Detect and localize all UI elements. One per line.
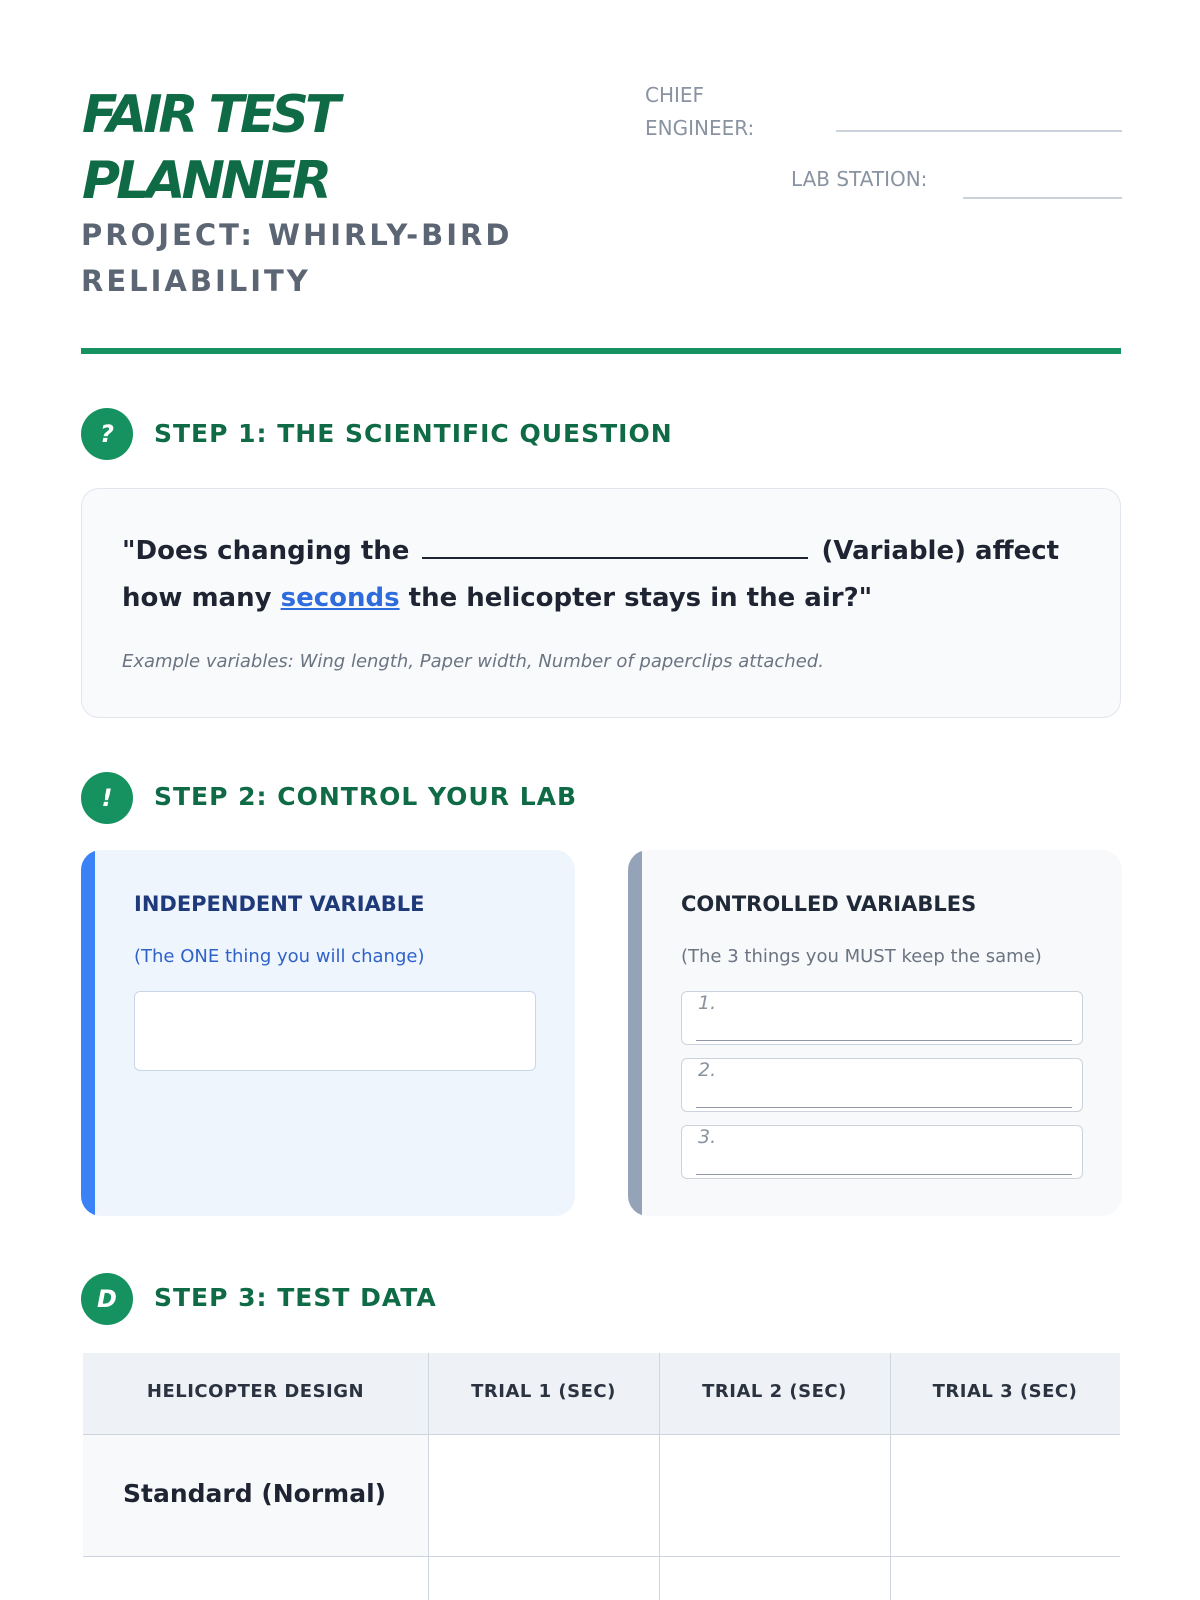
chief-engineer-label-1: CHIEF: [645, 83, 705, 107]
write-line: [696, 1174, 1072, 1175]
controlled-variables-card: [628, 850, 1122, 1216]
independent-variable-card: [81, 850, 575, 1216]
column-divider: [659, 1353, 660, 1600]
column-header-trial-1: TRIAL 1 (SEC): [471, 1381, 616, 1402]
lab-station-field[interactable]: [963, 197, 1122, 199]
step2-title: STEP 2: CONTROL YOUR LAB: [154, 782, 578, 811]
independent-variable-subtitle: (The ONE thing you will change): [134, 946, 425, 967]
trial-3-cell[interactable]: [890, 1435, 1120, 1557]
controlled-variable-field-2[interactable]: [681, 1058, 1083, 1112]
question-end: the helicopter stays in the air?": [408, 583, 873, 613]
data-icon: D: [81, 1273, 133, 1325]
controlled-variable-number: 2.: [698, 1059, 717, 1081]
controlled-variable-field-3[interactable]: [681, 1125, 1083, 1179]
table-header-cell: [83, 1353, 428, 1435]
question-icon: ?: [81, 408, 133, 460]
write-line: [696, 1040, 1072, 1041]
question-start: "Does changing the: [122, 536, 410, 566]
independent-variable-input[interactable]: [134, 991, 536, 1071]
controlled-variables-title: CONTROLLED VARIABLES: [681, 892, 977, 916]
independent-variable-title: INDEPENDENT VARIABLE: [134, 892, 425, 916]
column-divider: [428, 1353, 429, 1600]
exclamation-icon: !: [81, 772, 133, 824]
table-header-cell: [890, 1353, 1120, 1435]
controlled-variables-subtitle: (The 3 things you MUST keep the same): [681, 946, 1042, 967]
page-title-line-1: FAIR TEST: [82, 85, 337, 145]
lab-station-label: LAB STATION:: [791, 167, 928, 191]
table-row: [83, 1435, 428, 1557]
column-header-trial-3: TRIAL 3 (SEC): [932, 1381, 1078, 1402]
column-divider: [890, 1353, 891, 1600]
design-name-cell: Standard (Normal): [123, 1479, 387, 1508]
write-line: [696, 1107, 1072, 1108]
card-accent-bar: [81, 850, 95, 1216]
column-header-design: HELICOPTER DESIGN: [146, 1381, 365, 1402]
question-mid: (Variable) affect how many: [122, 536, 1060, 613]
seconds-link[interactable]: seconds: [280, 583, 400, 613]
scientific-question: [122, 528, 1082, 622]
controlled-variable-number: 1.: [698, 992, 717, 1014]
variable-blank[interactable]: [422, 531, 808, 559]
chief-engineer-field[interactable]: [836, 130, 1122, 132]
header-divider: [81, 348, 1121, 354]
step1-title: STEP 1: THE SCIENTIFIC QUESTION: [154, 419, 673, 448]
controlled-variable-number: 3.: [698, 1126, 717, 1148]
trial-2-cell[interactable]: [659, 1435, 890, 1557]
controlled-variable-field-1[interactable]: [681, 991, 1083, 1045]
table-header-cell: [659, 1353, 890, 1435]
table-header-cell: [428, 1353, 659, 1435]
project-subtitle: PROJECT: WHIRLY-BIRD RELIABILITY: [81, 218, 513, 298]
test-data-table: [83, 1353, 1120, 1600]
trial-1-cell[interactable]: [428, 1435, 659, 1557]
example-variables-note: Example variables: Wing length, Paper width, Number of paperclips attached.: [122, 651, 824, 672]
chief-engineer-label-2: ENGINEER:: [645, 116, 755, 140]
column-header-trial-2: TRIAL 2 (SEC): [702, 1381, 847, 1402]
step3-title: STEP 3: TEST DATA: [154, 1283, 437, 1312]
page-title-line-2: PLANNER: [82, 151, 329, 211]
card-accent-bar: [628, 850, 642, 1216]
